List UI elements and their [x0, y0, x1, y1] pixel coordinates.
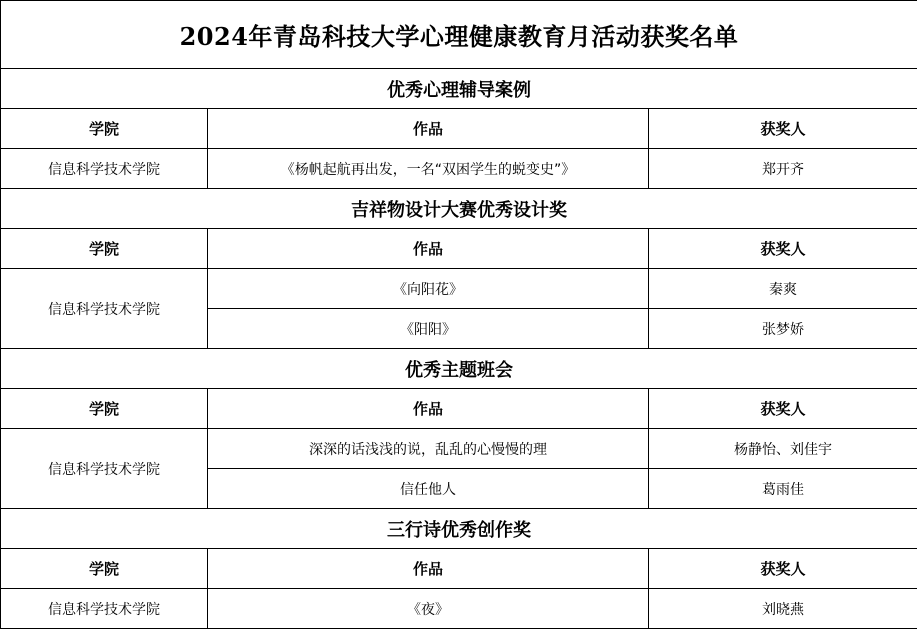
- table-row: [1, 589, 917, 629]
- section-row: [1, 189, 917, 229]
- work-cell: 信任他人: [208, 469, 649, 509]
- header-work: 作品: [208, 549, 649, 589]
- winner-cell: 葛雨佳: [649, 469, 917, 509]
- college-cell: 信息科学技术学院: [1, 269, 208, 349]
- table-row: [1, 149, 917, 189]
- header-winner: 获奖人: [649, 389, 917, 429]
- title-row: [1, 1, 917, 69]
- college-cell: 信息科学技术学院: [1, 429, 208, 509]
- table-row: [1, 269, 917, 309]
- header-work: 作品: [208, 109, 649, 149]
- header-row: [1, 229, 917, 269]
- header-college: 学院: [1, 389, 208, 429]
- work-cell: 《向阳花》: [208, 269, 649, 309]
- header-winner: 获奖人: [649, 109, 917, 149]
- section-title-class-meeting: 优秀主题班会: [1, 349, 917, 389]
- header-winner: 获奖人: [649, 229, 917, 269]
- section-title-poem: 三行诗优秀创作奖: [1, 509, 917, 549]
- header-row: [1, 109, 917, 149]
- work-cell: 《阳阳》: [208, 309, 649, 349]
- work-cell: 《杨帆起航再出发，一名“双困学生的蜕变史”》: [208, 149, 649, 189]
- section-title-case: 优秀心理辅导案例: [1, 69, 917, 109]
- section-row: [1, 509, 917, 549]
- section-row: [1, 69, 917, 109]
- header-college: 学院: [1, 229, 208, 269]
- table-row: [1, 429, 917, 469]
- college-cell: 信息科学技术学院: [1, 589, 208, 629]
- winner-cell: 杨静怡、刘佳宇: [649, 429, 917, 469]
- winner-cell: 刘晓燕: [649, 589, 917, 629]
- winner-cell: 张梦娇: [649, 309, 917, 349]
- work-cell: 《夜》: [208, 589, 649, 629]
- section-row: [1, 349, 917, 389]
- header-winner: 获奖人: [649, 549, 917, 589]
- header-work: 作品: [208, 389, 649, 429]
- page-title: 2024年青岛科技大学心理健康教育月活动获奖名单: [1, 1, 917, 69]
- college-cell: 信息科学技术学院: [1, 149, 208, 189]
- header-work: 作品: [208, 229, 649, 269]
- header-row: [1, 549, 917, 589]
- winner-cell: 郑开齐: [649, 149, 917, 189]
- header-row: [1, 389, 917, 429]
- section-title-mascot: 吉祥物设计大赛优秀设计奖: [1, 189, 917, 229]
- header-college: 学院: [1, 109, 208, 149]
- winner-cell: 秦爽: [649, 269, 917, 309]
- header-college: 学院: [1, 549, 208, 589]
- work-cell: 深深的话浅浅的说，乱乱的心慢慢的理: [208, 429, 649, 469]
